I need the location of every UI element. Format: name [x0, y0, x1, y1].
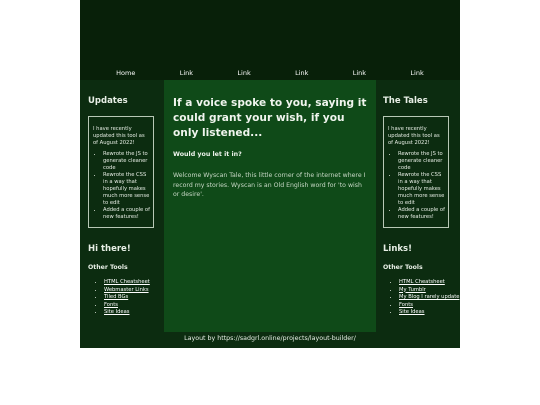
list-item: • Added a couple of new features!	[398, 207, 445, 221]
main-subheading: Would you let it in?	[173, 151, 242, 158]
list-item: • Rewrote the CSS in a way that hopefully makes much more sense to edit	[103, 172, 150, 207]
tales-list	[388, 151, 445, 221]
list-item	[399, 302, 463, 310]
nav-home-link[interactable]: Home	[116, 69, 136, 77]
left-sidebar-title-2: Hi there!	[88, 244, 131, 254]
list-item	[104, 302, 168, 310]
list-item: • Rewrote the CSS in a way that hopefully makes much more sense to edit	[398, 172, 445, 207]
left-link-fonts[interactable]: Fonts	[104, 301, 118, 308]
right-link-site-ideas[interactable]: Site Ideas	[399, 309, 425, 315]
right-link-html-cheatsheet[interactable]: HTML Cheatsheet	[399, 279, 445, 285]
left-link-tiled-bgs[interactable]: Tiled BGs	[104, 294, 129, 300]
nav-link-4[interactable]: Link	[352, 69, 367, 77]
footer-credit: Layout by https://sadgrl.online/projects/layout-builder/	[184, 335, 356, 342]
left-sidebar-title: Updates	[88, 96, 128, 106]
right-sidebar-title-2: Links!	[383, 244, 412, 254]
site-container	[80, 0, 460, 348]
list-item	[399, 279, 463, 287]
list-item	[399, 309, 463, 317]
top-nav	[80, 66, 460, 80]
left-link-webmaster-links[interactable]: Webmaster Links	[104, 286, 149, 293]
list-item	[104, 279, 168, 287]
updates-box-intro: I have recently updated this tool as of August 2022!	[93, 126, 145, 146]
list-item	[399, 287, 463, 295]
main-heading: If a voice spoke to you, saying it could grant your wish, if you only listened...	[173, 97, 367, 139]
list-item: • Rewrote the JS to generate cleaner code	[398, 151, 445, 172]
main-body-text: Welcome Wyscan Tale, this little corner of the internet where I record my stories. Wyscan is an Old English word for 'to wish or desire'.	[173, 172, 366, 198]
nav-link-5[interactable]: Link	[410, 69, 424, 77]
left-sidebar-subtitle: Other Tools	[88, 264, 128, 271]
right-link-blog[interactable]: My Blog I rarely update	[399, 294, 460, 300]
right-links-list	[383, 279, 463, 317]
left-link-html-cheatsheet[interactable]: HTML Cheatsheet	[104, 279, 150, 285]
right-sidebar-title: The Tales	[383, 96, 428, 106]
list-item	[104, 294, 168, 302]
left-link-site-ideas[interactable]: Site Ideas	[104, 309, 130, 315]
right-link-tumblr[interactable]: My Tumblr	[399, 286, 426, 293]
list-item: • Added a couple of new features!	[103, 207, 150, 221]
list-item	[104, 309, 168, 317]
right-sidebar	[383, 80, 463, 317]
nav-link-2[interactable]: Link	[237, 69, 251, 77]
list-item	[399, 294, 463, 302]
nav-link-3[interactable]: Link	[295, 69, 309, 77]
tales-box-intro: I have recently updated this tool as of August 2022!	[388, 126, 440, 146]
right-link-fonts[interactable]: Fonts	[399, 301, 413, 308]
list-item: • Rewrote the JS to generate cleaner code	[103, 151, 150, 172]
left-links-list	[88, 279, 168, 317]
header	[80, 0, 460, 80]
right-sidebar-subtitle: Other Tools	[383, 264, 423, 271]
tales-box	[383, 116, 449, 228]
left-sidebar	[88, 80, 168, 317]
nav-link-1[interactable]: Link	[179, 69, 194, 77]
updates-list	[93, 151, 150, 221]
list-item	[104, 287, 168, 295]
updates-box	[88, 116, 154, 228]
main-content	[164, 80, 376, 332]
